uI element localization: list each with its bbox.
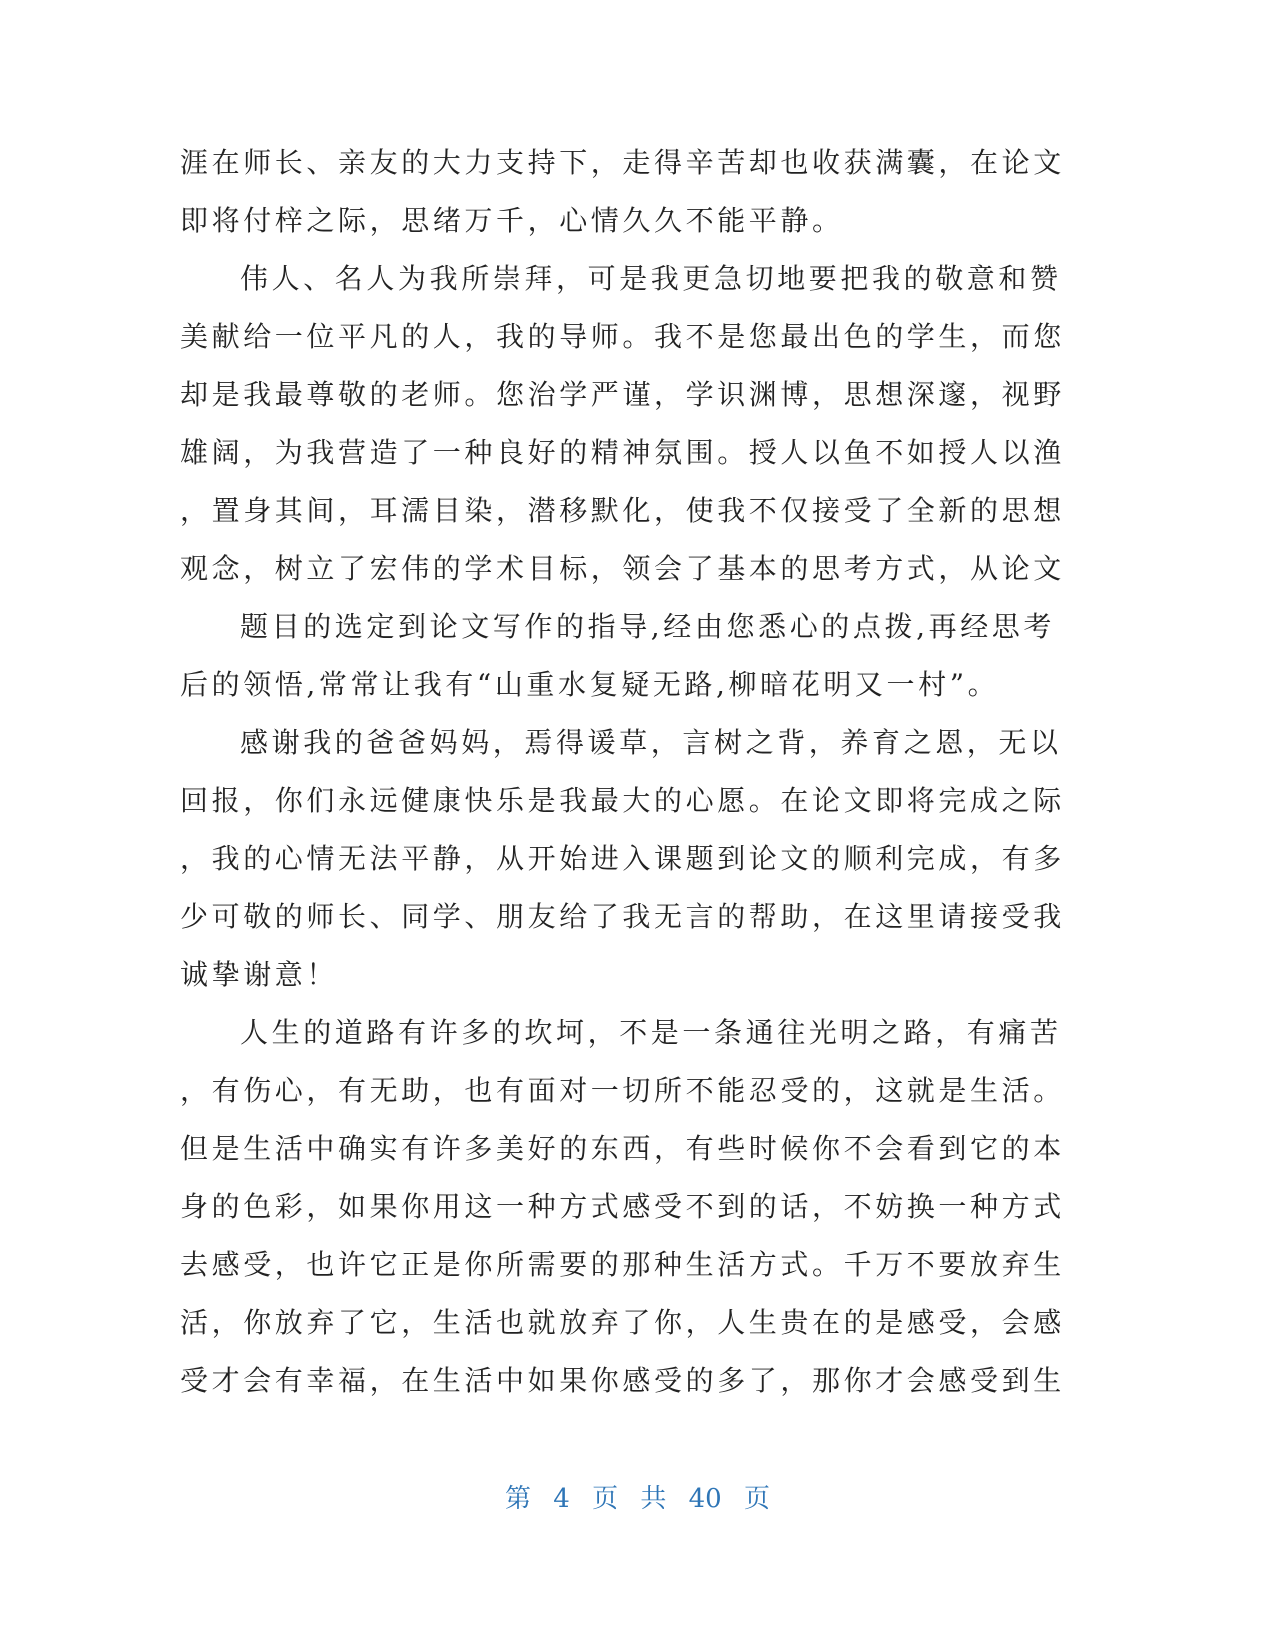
page-footer [0, 1478, 1275, 1515]
text-line: 感谢我的爸爸妈妈，焉得谖草，言树之背，养育之恩，无以 [240, 726, 1062, 759]
text-line: 观念，树立了宏伟的学术目标，领会了基本的思考方式，从论文 [180, 552, 1065, 585]
text-line: 回报，你们永远健康快乐是我最大的心愿。在论文即将完成之际 [180, 784, 1065, 817]
footer-prefix: 第 [504, 1484, 531, 1514]
text-line: 但是生活中确实有许多美好的东西，有些时候你不会看到它的本 [180, 1132, 1065, 1165]
footer-suffix: 页 [744, 1484, 771, 1514]
text-line: 人生的道路有许多的坎坷，不是一条通往光明之路，有痛苦 [240, 1016, 1062, 1049]
text-line: 诚挚谢意！ [180, 958, 339, 991]
footer-page-word: 页 [592, 1484, 619, 1514]
footer-page-number: 4 [553, 1484, 570, 1514]
text-line: 少可敬的师长、同学、朋友给了我无言的帮助，在这里请接受我 [180, 900, 1065, 933]
text-line: ，置身其间，耳濡目染，潜移默化，使我不仅接受了全新的思想 [180, 494, 1065, 527]
text-line: 即将付梓之际，思绪万千，心情久久不能平静。 [180, 204, 844, 237]
text-line: 受才会有幸福，在生活中如果你感受的多了，那你才会感受到生 [180, 1364, 1065, 1397]
text-line: 却是我最尊敬的老师。您治学严谨，学识渊博，思想深邃，视野 [180, 378, 1065, 411]
text-line: 去感受，也许它正是你所需要的那种生活方式。千万不要放弃生 [180, 1248, 1065, 1281]
text-line: ，我的心情无法平静，从开始进入课题到论文的顺利完成，有多 [180, 842, 1065, 875]
text-line: 活，你放弃了它，生活也就放弃了你，人生贵在的是感受，会感 [180, 1306, 1065, 1339]
footer-total-word: 共 [640, 1484, 667, 1514]
text-line: 涯在师长、亲友的大力支持下，走得辛苦却也收获满囊，在论文 [180, 146, 1065, 179]
text-line: 题目的选定到论文写作的指导,经由您悉心的点拨,再经思考 [240, 610, 1056, 643]
text-line: 雄阔，为我营造了一种良好的精神氛围。授人以鱼不如授人以渔 [180, 436, 1065, 469]
footer-total-pages: 40 [688, 1484, 722, 1514]
text-line: 后的领悟,常常让我有“山重水复疑无路,柳暗花明又一村”。 [180, 668, 1000, 701]
text-line: 美献给一位平凡的人，我的导师。我不是您最出色的学生，而您 [180, 320, 1065, 353]
text-line: 伟人、名人为我所崇拜，可是我更急切地要把我的敬意和赞 [240, 262, 1062, 295]
text-line: ，有伤心，有无助，也有面对一切所不能忍受的，这就是生活。 [180, 1074, 1065, 1107]
text-line: 身的色彩，如果你用这一种方式感受不到的话，不妨换一种方式 [180, 1190, 1065, 1223]
